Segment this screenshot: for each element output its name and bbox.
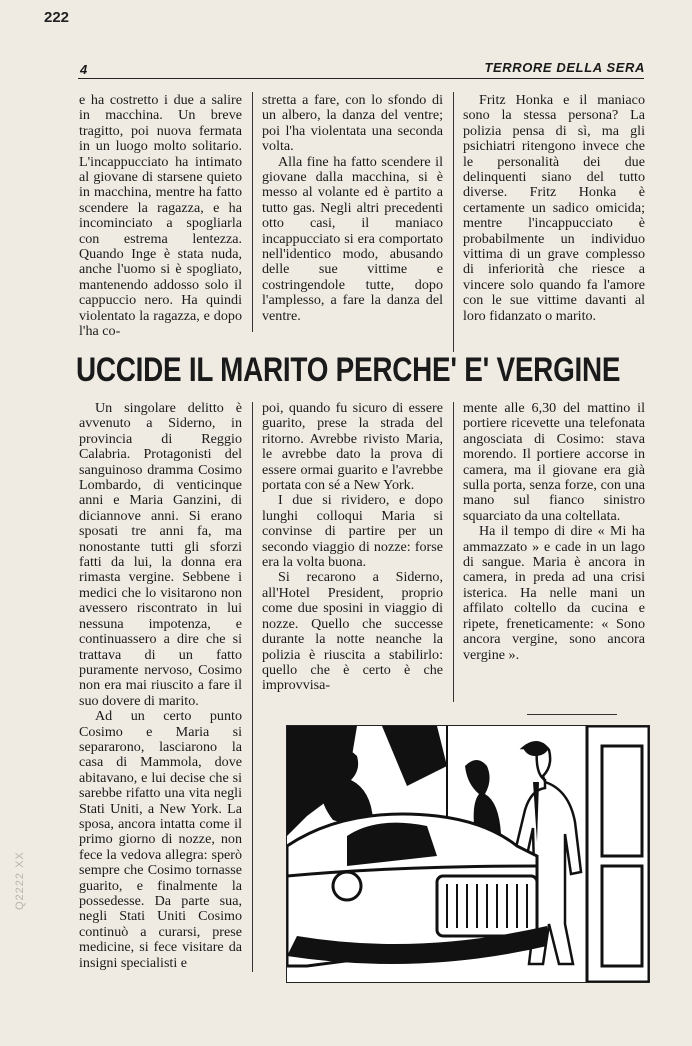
column-divider [453, 92, 454, 352]
top-story-column-3 [463, 93, 645, 324]
top-story-column-2 [262, 93, 443, 324]
margin-stamp: Q2222 XX [14, 851, 26, 910]
column-divider [252, 92, 253, 332]
page-number: 4 [80, 62, 88, 77]
paragraph: mente alle 6,30 del mattino il portiere ricevette una telefonata angosciata di Cosimo: stava morendo. Il portiere accorse in camera, ma il giovane era già sulla porta, senza forze, con una mano sul fianco sinistro squarciato da una coltellata. [463, 400, 645, 524]
column-divider [252, 402, 253, 972]
end-of-article-rule [527, 714, 617, 715]
paragraph: Alla fine ha fatto scendere il giovane dalla macchina, si è messo al volante ed è partito a tutto gas. Negli altri precedenti otto casi, il maniaco incappucciato si era comportato nell'identico modo, abusando delle sue vittime e costringendole tutte, dopo l'amplesso, a fare la danza del ventre. [262, 153, 443, 324]
main-story-column-1 [79, 401, 242, 971]
header-rule [78, 78, 644, 79]
paragraph: Fritz Honka e il maniaco sono la stessa persona? La polizia pensa di sì, ma gli psichiatri ritengono invece che le personalità dei due delinquenti siano del tutto diverse. Fritz Honka è certamente un sadico omicida; mentre l'incappucciato è probabilmente un individuo vittima di un grave complesso di inferiorità che riesce a vincere solo quando fa l'amore con le sue vittime davanti al loro fidanzato o marito. [463, 92, 645, 324]
column-divider [453, 402, 454, 702]
comic-illustration [286, 725, 650, 983]
paragraph: Un singolare delitto è avvenuto a Siderno, in provincia di Reggio Calabria. Protagonisti del sanguinoso dramma Cosimo Lombardo, di venticinque anni e Maria Ganzini, di diciannove anni. Si erano sposati tre anni fa, ma nonostante tutti gli sforzi fatti da lui, la donna era rimasta vergine. Sebbene i medici che lo visitarono non avessero riscontrato in lui nessuna impotenza, e continuassero a dire che si trattava di un fatto puramente nervoso, Cosimo non era mai riuscito a fare il suo dovere di marito. [79, 400, 242, 709]
main-story-column-3 [463, 401, 645, 663]
headline: UCCIDE IL MARITO PERCHE' E' VERGINE [76, 351, 621, 389]
top-story-column-1 [79, 93, 242, 340]
paragraph: poi, quando fu sicuro di essere guarito, prese la strada del ritorno. Avrebbe rivisto Maria, le avrebbe dato la prova di essere ormai guarito e l'avrebbe portata con sé a New York. [262, 400, 443, 494]
comic-illustration-couple-and-car-icon [287, 726, 649, 982]
paragraph: stretta a fare, con lo sfondo di un albero, la danza del ventre; poi l'ha violentata una seconda volta. [262, 92, 443, 155]
paragraph: I due si rividero, e dopo lunghi colloqui Maria si convinse di partire per un secondo viaggio di nozze: forse era la volta buona. [262, 492, 443, 571]
paragraph: Ha il tempo di dire « Mi ha ammazzato » e cade in un lago di sangue. Maria è ancora in camera, in preda ad una crisi isterica. Ha nelle mani un affilato coltello da cucina e ripete, freneticamente: « Sono ancora vergine, sono ancora vergine ». [463, 523, 645, 663]
paragraph: Si recarono a Siderno, all'Hotel President, proprio come due sposini in viaggio di nozze. Quello che successe durante la notte neanche la polizia è riuscita a stabilirlo: quello che è certo è che improvvisa- [262, 569, 443, 694]
running-title: TERRORE DELLA SERA [484, 60, 645, 75]
main-story-column-2 [262, 401, 443, 694]
scan-page-number: 222 [44, 9, 70, 26]
paragraph: Ad un certo punto Cosimo e Maria si separarono, lasciarono la casa di Mammola, dove abitavano, e lui decise che si sarebbe rifatto una vita negli Stati Uniti, a New York. La sposa, ancora intatta come il primo giorno di nozze, non fece la vedova allegra: sperò sempre che Cosimo tornasse guarito, e finalmente la possedesse. Da parte sua, negli Stati Uniti Cosimo continuò a curarsi, prese medicine, si fece visitare da insigni specialisti e [79, 708, 242, 971]
paragraph: e ha costretto i due a salire in macchina. Un breve tragitto, poi nuova fermata in un luogo molto solitario. L'incappucciato ha intimato al giovane di starsene quieto in macchina, mentre ha fatto scendere la ragazza, e ha incominciato a spogliarla con estrema lentezza. Quando Inge è stata nuda, anche l'uomo si è spogliato, mantenendo addosso solo il cappuccio nero. Ha quindi violentato la ragazza, e dopo l'ha co- [79, 92, 242, 340]
